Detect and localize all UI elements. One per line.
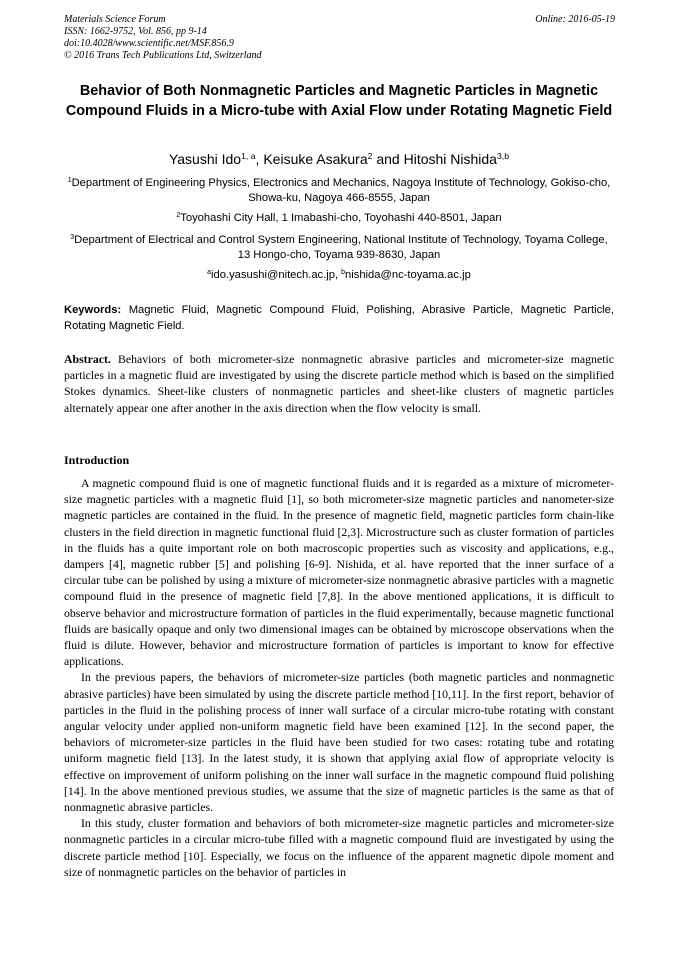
author-affil-mark: 2 — [367, 151, 373, 162]
email-mark: b — [341, 269, 346, 277]
body-paragraph: In the previous papers, the behaviors of micrometer-size particles (both magnetic particles and nonmagnetic abrasive particles) have been simulated by using the discrete particle method [10,11]. In the first report, behavior of particles in the fluid in the polishing process of inner wall surface of a circular micro-tube rotating with constant angular velocity under applied non-uniform magnetic field have been examined [12]. In the second paper, the behaviors of micrometer-size particles in the fluid have been studied for two cases: rotating tube and rotating uniform magnetic field [13]. In the latest study, it is shown that applying axial flow of appropriate velocity is effective on improvement of uniform polishing on the inner wall surface in the magnetic compound fluid polishing [14]. In the above mentioned previous studies, we assume that the size of magnetic particles is the same as that of nonmagnetic abrasive particles. — [64, 670, 614, 815]
email-address: ido.yasushi@nitech.ac.jp, — [211, 269, 342, 281]
affiliation-mark: 3 — [70, 234, 75, 242]
abstract-section — [64, 351, 614, 416]
keywords-label: Keywords: — [64, 304, 122, 316]
affiliation-text: Toyohashi City Hall, 1 Imabashi-cho, Toyohashi 440-8501, Japan — [180, 212, 502, 224]
introduction-body — [64, 475, 614, 880]
author-affil-mark: 3,b — [496, 151, 510, 162]
copyright-line: © 2016 Trans Tech Publications Ltd, Switzerland — [64, 50, 262, 61]
affiliation-mark: 1 — [67, 177, 72, 185]
keywords-text: Magnetic Fluid, Magnetic Compound Fluid, Polishing, Abrasive Particle, Magnetic Particle, Rotating Magnetic Field. — [64, 304, 614, 332]
affiliation-mark: 2 — [176, 212, 181, 220]
affiliation-2 — [64, 211, 614, 226]
section-heading: Introduction — [64, 453, 130, 467]
keywords-section — [64, 302, 614, 334]
email-line — [64, 268, 614, 283]
abstract-text: Behaviors of both micrometer-size nonmagnetic abrasive particles and micrometer-size magnetic particles in a magnetic fluid are investigated by using the discrete particle method which is based on the simplified Stokes dynamics. Sheet-like clusters of nonmagnetic particles and sheet-like clusters of magnetic particles alternately appear one after another in the axis direction when the flow velocity is small. — [64, 352, 614, 415]
affiliation-3 — [64, 233, 614, 263]
author-name: Yasushi Ido — [168, 151, 242, 167]
body-paragraph: In this study, cluster formation and behaviors of both micrometer-size magnetic particles and micrometer-size nonmagnetic particles in a circular micro-tube filled with a magnetic compound fluid are investigated by using the discrete particle method [10]. Especially, we focus on the influence of the apparent magnetic dipole moment and size of nonmagnetic particles on the behavior of particles in — [64, 816, 614, 879]
abstract-label: Abstract. — [64, 352, 111, 366]
email-address: nishida@nc-toyama.ac.jp — [345, 269, 471, 281]
author-separator: and — [372, 151, 404, 167]
journal-header — [64, 14, 262, 62]
journal-name: Materials Science Forum — [64, 14, 166, 25]
email-mark: a — [207, 269, 212, 277]
issn-line: ISSN: 1662-9752, Vol. 856, pp 9-14 — [64, 26, 207, 37]
paper-title: Behavior of Both Nonmagnetic Particles and Magnetic Particles in Magnetic Compound Fluids in a Micro-tube with Axial Flow under Rotating Magnetic Field — [65, 83, 613, 119]
affiliation-text: Department of Engineering Physics, Electronics and Mechanics, Nagoya Institute of Technology, Gokiso-cho, Showa-ku, Nagoya 466-8555, Japan — [71, 177, 611, 204]
author-name: Keisuke Asakura — [263, 151, 368, 167]
author-name: Hitoshi Nishida — [403, 151, 497, 167]
author-separator: , — [255, 151, 264, 167]
author-list — [64, 150, 614, 168]
online-date: Online: 2016-05-19 — [535, 14, 615, 25]
affiliation-text: Department of Electrical and Control System Engineering, National Institute of Technology, Toyama College, 13 Hongo-cho, Toyama 939-8630, Japan — [74, 234, 608, 261]
body-paragraph: A magnetic compound fluid is one of magnetic functional fluids and it is regarded as a mixture of micrometer-size magnetic particles with a magnetic fluid [1], so both micrometer-size magnetic particles and nanometer-size magnetic particles are contained in the fluid. In the presence of magnetic field, magnetic particles form chain-like clusters in the field direction in magnetic functional fluid [2,3]. Microstructure such as cluster formation of particles in the fluids has a quite important role on both macroscopic properties such as viscosity and applications, e.g., dampers [4], magnetic rubber [5] and polishing [6-9]. Nishida, et al. have reported that the inner surface of a circular tube can be polished by using a mixture of micrometer-size nonmagnetic abrasive particles with a magnetic compound fluid in the presence of magnetic field [7,8]. In the above mentioned applications, it is difficult to observe behavior and microstructure formation of particles in the fluid experimentally, because magnetic functional fluids are basically opaque and only two dimensional images can be obtained by microscope observations when the fluid is dilute. However, behavior and microstructure formation of particles is important to know for effective applications. — [64, 476, 614, 669]
affiliation-1 — [64, 176, 614, 206]
author-affil-mark: 1, a — [241, 151, 256, 162]
doi-line: doi:10.4028/www.scientific.net/MSF.856.9 — [64, 38, 234, 49]
